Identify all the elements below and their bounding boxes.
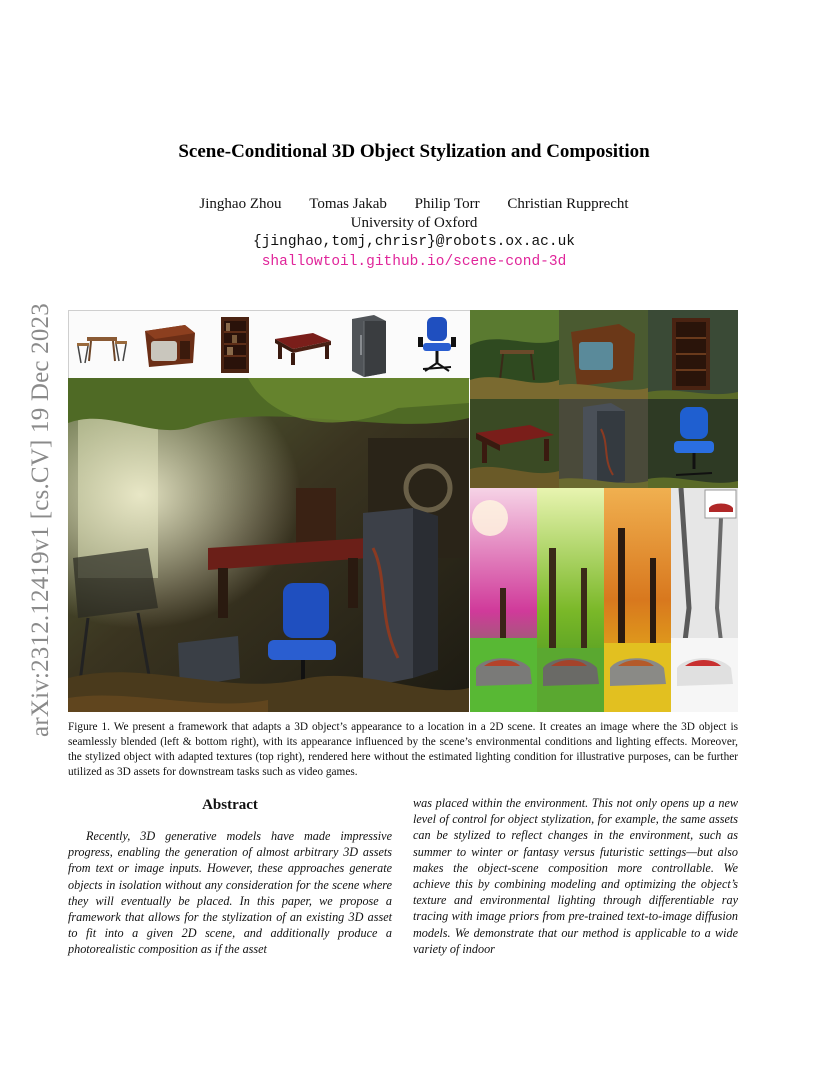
author-name: Christian Rupprecht bbox=[507, 196, 629, 212]
stylized-render-tile bbox=[470, 310, 559, 399]
author-emails: {jinghao,tomj,chrisr}@robots.ox.ac.uk bbox=[253, 234, 575, 250]
author-name: Jinghao Zhou bbox=[199, 196, 282, 212]
stylized-bookshelf-render bbox=[648, 310, 738, 399]
pool-table-icon bbox=[269, 311, 336, 378]
figure-caption: Figure 1. We present a framework that adapts a 3D object’s appearance to a location in a 2D scene. It creates an image where the 3D object is seamlessly blended (left & bottom right), with its appearance influenced by the scene’s environmental conditions and lighting effects. Moreover, the stylized object with adapted textures (top right), rendered here without the estimated lighting condition for illustrative purposes, can be further utilized as 3D assets for downstream tasks such as video games. bbox=[68, 721, 738, 778]
author-name: Tomas Jakab bbox=[309, 196, 387, 212]
stylized-render-tile bbox=[648, 399, 738, 488]
overgrown-room-scene bbox=[68, 378, 469, 712]
asset-thumbnail-refrigerator bbox=[336, 310, 404, 379]
crt-tv-icon bbox=[135, 311, 202, 378]
asset-thumbnail-pool-table bbox=[269, 310, 337, 379]
table-chairs-icon bbox=[69, 311, 136, 378]
author-list bbox=[0, 196, 828, 213]
overgrown-room-composite-image bbox=[68, 378, 469, 712]
seasonal-composite-tile bbox=[470, 488, 537, 712]
refrigerator-icon bbox=[336, 311, 403, 378]
autumn-car-scene bbox=[604, 488, 671, 712]
teaser-figure bbox=[68, 310, 738, 712]
winter-snow-car-scene bbox=[671, 488, 738, 712]
stylized-render-tile bbox=[559, 399, 648, 488]
asset-thumbnail-bookshelf bbox=[202, 310, 270, 379]
cherry-blossom-car-scene bbox=[470, 488, 537, 712]
stylized-render-tile bbox=[648, 310, 738, 399]
asset-thumbnail-crt-tv bbox=[135, 310, 203, 379]
stylized-office-chair-render bbox=[648, 399, 738, 488]
stylized-refrigerator-render bbox=[559, 399, 648, 488]
stylized-table-render bbox=[470, 310, 559, 399]
affiliation: University of Oxford bbox=[350, 215, 478, 231]
abstract-text-right-column: was placed within the environment. This not only opens up a new level of control for object stylization, for example, the same assets can be stylized to reflect changes in the environment, such as summer to winter or fantasy versus futuristic settings—but also makes the object-scene composition more controllable. We achieve this by combining modeling and optimizing the object’s texture and environmental lighting through differentiable ray tracing with image priors from pre-trained text-to-image diffusion models. We demonstrate that our method is applicable to a wide variety of indoor bbox=[413, 796, 738, 956]
seasonal-composite-tile bbox=[671, 488, 738, 712]
asset-thumbnail-office-chair bbox=[403, 310, 471, 379]
author-name: Philip Torr bbox=[414, 196, 480, 212]
asset-thumbnail-table-chairs bbox=[68, 310, 137, 379]
arxiv-side-stamp: arXiv:2312.12419v1 [cs.CV] 19 Dec 2023 bbox=[27, 303, 54, 737]
abstract-heading: Abstract bbox=[202, 797, 258, 813]
office-chair-icon bbox=[403, 311, 470, 378]
seasonal-composite-tile bbox=[537, 488, 604, 712]
spring-green-car-scene bbox=[537, 488, 604, 712]
stylized-render-tile bbox=[559, 310, 648, 399]
paper-title: Scene-Conditional 3D Object Stylization and Composition bbox=[178, 141, 650, 162]
stylized-tv-render bbox=[559, 310, 648, 399]
stylized-pool-table-render bbox=[470, 399, 559, 488]
abstract-text-left-column: Recently, 3D generative models have made impressive progress, enabling the generation of almost arbitrary 3D assets from text or image inputs. However, these approaches generate objects in isolation without any consideration for the scene where they will eventually be placed. In this paper, we propose a framework that allows for the stylization of an existing 3D asset to fit into a given 2D scene, and additionally produce a photorealistic composition as if the asset bbox=[68, 829, 392, 957]
bookshelf-icon bbox=[202, 311, 269, 378]
project-page-link[interactable]: shallowtoil.github.io/scene-cond-3d bbox=[261, 254, 567, 270]
stylized-render-tile bbox=[470, 399, 559, 488]
seasonal-composite-tile bbox=[604, 488, 671, 712]
